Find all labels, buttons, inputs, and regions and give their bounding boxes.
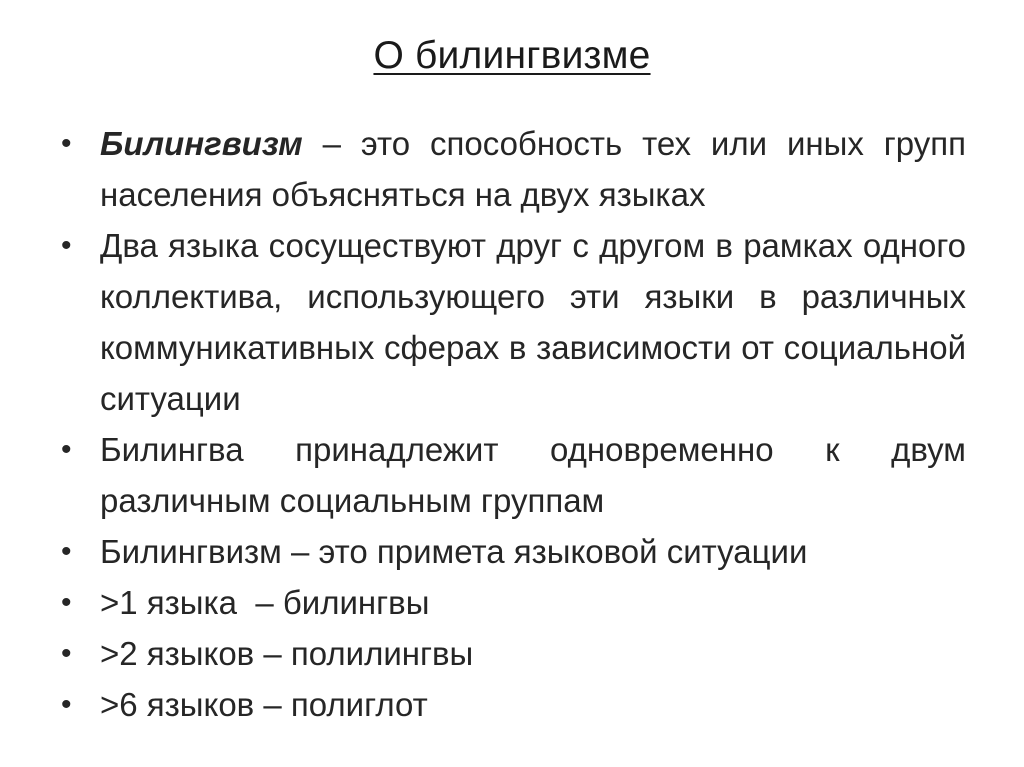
bullet-item-coexistence xyxy=(58,220,966,424)
bullet-item-polylinguals xyxy=(58,628,966,679)
bullet-dot-icon: • xyxy=(61,127,72,160)
bullet-dot-icon: • xyxy=(61,586,72,619)
bullet-text: Билингвизм – это примета языковой ситуации xyxy=(100,533,808,570)
bullet-dot-icon: • xyxy=(61,535,72,568)
bullet-dot-icon: • xyxy=(61,433,72,466)
bullet-term: Билингвизм xyxy=(100,125,303,162)
bullet-item-bilinguals xyxy=(58,577,966,628)
bullet-text: Билингва принадлежит одновременно к двум различным социальным группам xyxy=(100,431,966,519)
bullet-text: >2 языков – полилингвы xyxy=(100,635,474,672)
bullet-item-definition xyxy=(58,118,966,220)
bullet-text: – это способность тех или иных групп населения объясняться на двух языках xyxy=(100,125,966,213)
bullet-text: >1 языка – билингвы xyxy=(100,584,430,621)
bullet-list xyxy=(58,118,966,730)
bullet-text: Два языка сосуществуют друг с другом в рамках одного коллектива, использующего эти языки в различных коммуникативных сферах в зависимости от социальной ситуации xyxy=(100,227,966,417)
bullet-item-bilingual-person xyxy=(58,424,966,526)
bullet-dot-icon: • xyxy=(61,229,72,262)
bullet-item-polyglot xyxy=(58,679,966,730)
bullet-item-language-situation xyxy=(58,526,966,577)
slide-title-text: О билингвизме xyxy=(373,34,651,77)
bullet-dot-icon: • xyxy=(61,688,72,721)
bullet-text: >6 языков – полиглот xyxy=(100,686,428,723)
bullet-dot-icon: • xyxy=(61,637,72,670)
slide-title xyxy=(0,26,1024,86)
